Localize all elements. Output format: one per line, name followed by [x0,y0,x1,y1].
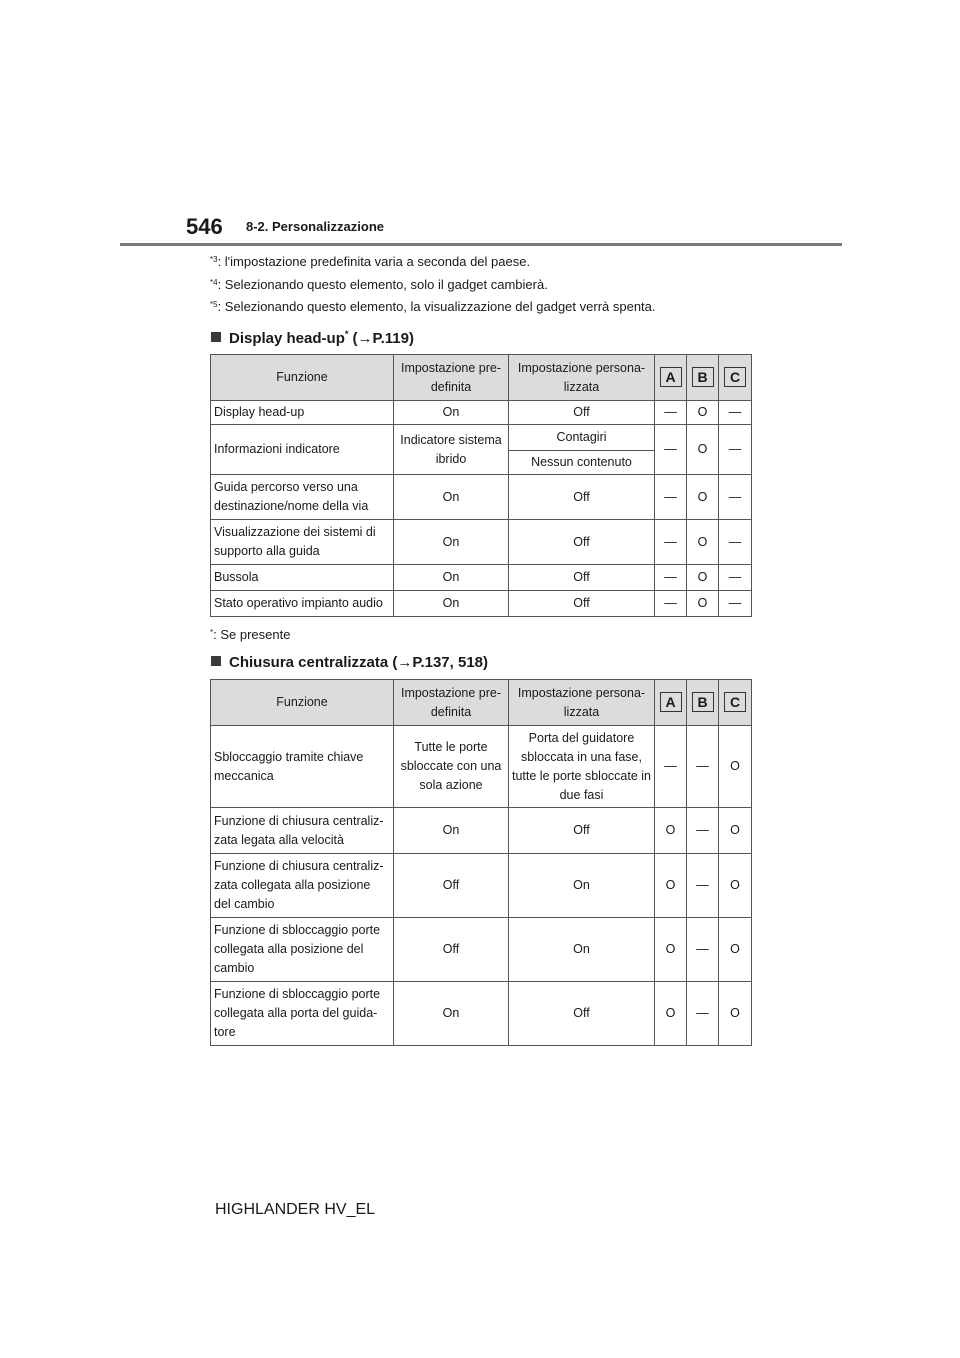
header-col-a: A [655,680,687,726]
table-row: Bussola On Off — O — [211,565,752,591]
bullet-square-icon [211,332,221,342]
header-col-b: B [687,680,719,726]
table-row: Funzione di chiusura centraliz-zata legata alla velocità On Off O — O [211,808,752,854]
table-row: Display head-up On Off — O — [211,401,752,425]
header-default-setting: Impostazione pre-definita [394,680,509,726]
page-reference[interactable]: (→P.137, 518) [392,654,489,671]
section-heading-head-up: Display head-up* (→P.119) [211,329,414,347]
header-default-setting: Impostazione pre-definita [394,355,509,401]
section-heading-central-locking: Chiusura centralizzata (→P.137, 518) [211,654,488,671]
table-row: Sbloccaggio tramite chiave meccanica Tutte le porte sbloccate con una sola azione Porta del guidatore sbloccata in una fase, tutte le porte sbloccate in due fasi — — O [211,726,752,808]
table-row: Stato operativo impianto audio On Off — O — [211,591,752,617]
section-title: 8-2. Personalizzazione [246,219,384,234]
header-custom-setting: Impostazione persona-lizzata [509,680,655,726]
footnote-3: $^{*3}$: l'impostazione predefinita varia a seconda del paese. [210,254,531,269]
table-row: Visualizzazione dei sistemi di supporto alla guida On Off — O — [211,520,752,565]
table-row: Guida percorso verso una destinazione/nome della via On Off — O — [211,475,752,520]
table-row: Funzione di sbloccaggio porte collegata alla porta del guida-tore On Off O — O [211,982,752,1046]
header-col-c: C [719,680,752,726]
header-custom-setting: Impostazione persona-lizzata [509,355,655,401]
page-number: 546 [186,214,223,239]
header-col-c: C [719,355,752,401]
central-locking-settings-table [210,679,752,1046]
head-up-settings-table [210,354,752,617]
footnote-5: $^{*5}$: Selezionando questo elemento, la visualizzazione del gadget verrà spenta. [210,299,656,314]
table-row: Funzione di chiusura centraliz-zata collegata alla posizione del cambio Off On O — O [211,854,752,918]
header-funzione: Funzione [211,355,394,401]
header-divider [120,243,842,246]
page-reference[interactable]: (→P.119) [352,330,414,347]
table-row: Funzione di sbloccaggio porte collegata alla posizione del cambio Off On O — O [211,918,752,982]
bullet-square-icon [211,656,221,666]
footnote-se-presente: *: Se presente [210,627,291,642]
document-footer: HIGHLANDER HV_EL [215,1201,376,1218]
header-col-b: B [687,355,719,401]
table-row: Nessun contenuto [211,451,752,475]
header-funzione: Funzione [211,680,394,726]
footnote-4: $^{*4}$: Selezionando questo elemento, solo il gadget cambierà. [210,277,548,292]
header-col-a: A [655,355,687,401]
table-row: Informazioni indicatore Indicatore sistema ibrido Contagiri — O — [211,425,752,451]
